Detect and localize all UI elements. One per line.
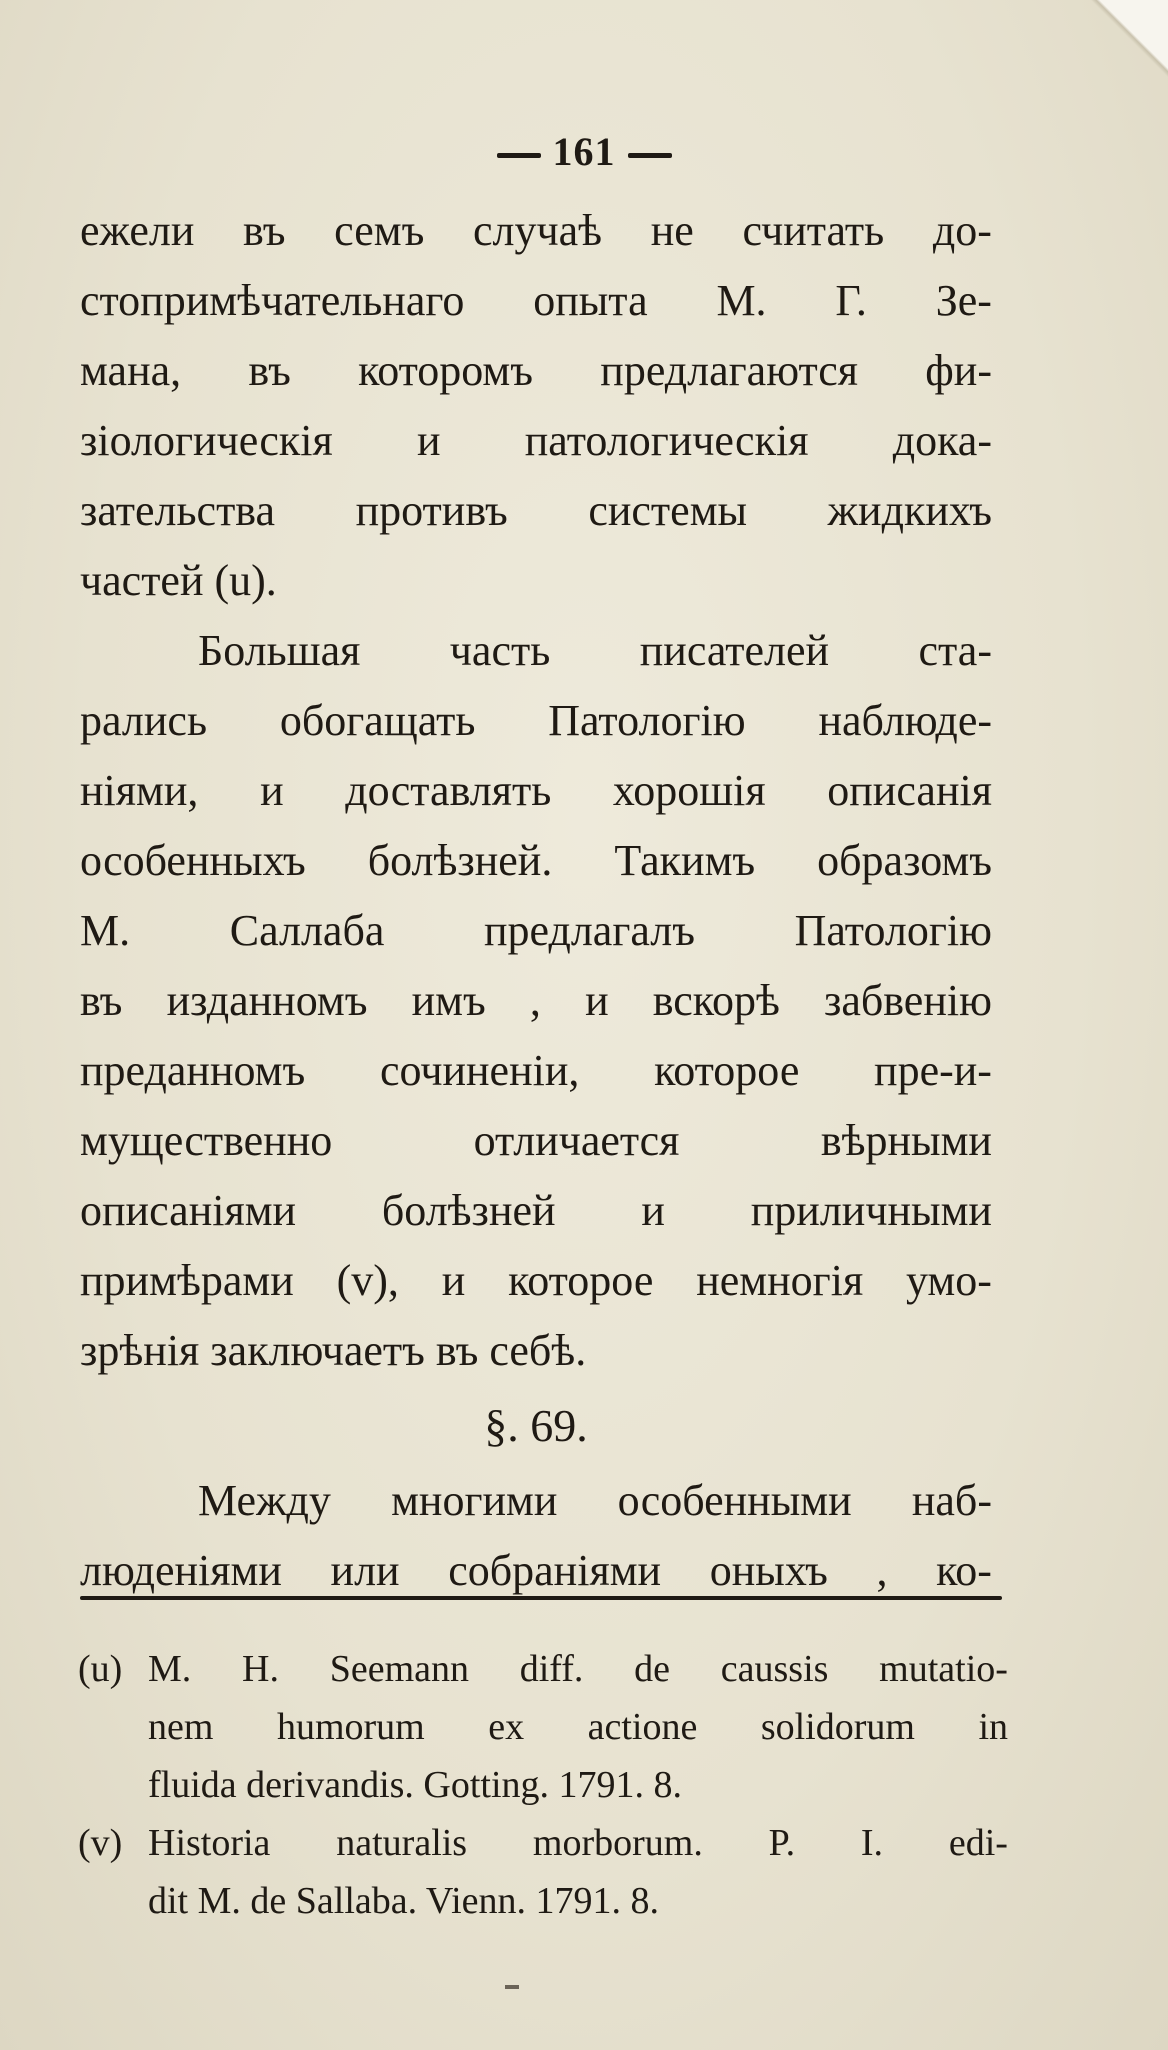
page-number [0,128,1168,175]
word: мана, [80,346,182,395]
word: въ [248,346,291,395]
word: M. [148,1648,192,1690]
word: отличается [473,1116,680,1165]
word: которомъ [358,346,534,395]
word: писателей [639,626,830,675]
word: зіологическія [80,416,333,465]
word: умо- [906,1256,992,1305]
text-line [80,1246,992,1316]
word: приличными [750,1186,992,1235]
word: М. [716,276,767,325]
word: особенными [617,1476,852,1525]
footnotes [78,1640,1008,1930]
word: Такимъ [614,836,756,885]
word: mutatio- [879,1648,1008,1690]
word: не [650,206,694,255]
word: вѣрными [820,1116,992,1165]
word: болѣзней [381,1186,556,1235]
word: изданномъ [166,976,368,1025]
page-number-value: 161 [552,129,616,174]
word: пре-и- [874,1046,992,1095]
word: предлагаются [600,346,859,395]
word: въ [80,976,123,1025]
word: наблюде- [818,696,992,745]
word: solidorum [760,1706,915,1748]
page-number-dash-left [497,153,541,158]
footnote-line [148,1698,1008,1756]
word: стопримѣчательнаго [80,276,465,325]
word: противъ [355,486,508,535]
word: Между [198,1476,331,1525]
text-line: зрѣнія заключаетъ въ себѣ. [80,1326,587,1375]
word: ста- [918,626,992,675]
text-line [80,896,992,966]
word: которое [654,1046,800,1095]
section-heading: §. 69. [484,1400,588,1451]
word: описаніями [80,1186,297,1235]
word: , [529,976,541,1025]
word: (v), [336,1256,399,1305]
word: случаѣ [473,206,603,255]
word: мущественно [80,1116,333,1165]
text-line: частей (u). [80,556,277,605]
word: humorum [276,1706,425,1748]
text-line [80,336,992,406]
word: собраніями [448,1546,662,1595]
word: Seemann [329,1648,470,1690]
word: Саллаба [229,906,385,955]
word: забвенію [823,976,992,1025]
footnote-separator-rule [80,1596,1002,1600]
main-text [80,196,992,1606]
text-line [80,1176,992,1246]
word: , [876,1546,888,1595]
word: жидкихъ [827,486,992,535]
word: nem [148,1706,214,1748]
word: Historia [148,1822,271,1864]
text-line [80,826,992,896]
footnote-line: fluida derivandis. Gotting. 1791. 8. [148,1764,683,1806]
word: и [585,976,609,1025]
word: рались [80,696,208,745]
word: образомъ [817,836,992,885]
word: и [641,1186,665,1235]
footnote-line [148,1814,1008,1872]
word: особенныхъ [80,836,306,885]
word: ежели [80,206,195,255]
word: Большая [198,626,361,675]
footnote-mark: (v) [78,1822,123,1864]
word: многими [391,1476,558,1525]
word: ко- [936,1546,992,1595]
word: actione [587,1706,698,1748]
word: вскорѣ [652,976,780,1025]
word: Патологію [794,906,992,955]
word: оныхъ [709,1546,828,1595]
word: сочиненіи, [379,1046,580,1095]
word: считать [742,206,885,255]
word: преданномъ [80,1046,306,1095]
word: morborum. [532,1822,703,1864]
word: P. [768,1822,796,1864]
text-line [80,196,992,266]
text-line [80,1106,992,1176]
text-line [80,1466,992,1536]
word: Зе- [935,276,992,325]
text-line [80,406,992,476]
word: и [416,416,441,465]
word: до- [932,206,992,255]
text-line [80,1036,992,1106]
footnote-mark: (u) [78,1648,123,1690]
word: болѣзней. [367,836,553,885]
word: ex [488,1706,525,1748]
footnote-v [78,1814,1008,1930]
word: системы [588,486,748,535]
ink-speck [505,1985,519,1989]
word: diff. [519,1648,584,1690]
word: I. [860,1822,884,1864]
text-line [80,616,992,686]
word: edi- [948,1822,1008,1864]
text-line [80,966,992,1036]
word: хорошія [612,766,766,815]
word: патологическія [524,416,809,465]
word: in [978,1706,1008,1748]
folded-corner [1078,0,1168,90]
word: Патологію [548,696,746,745]
word: или [330,1546,400,1595]
word: обогащать [279,696,476,745]
word: naturalis [336,1822,468,1864]
text-line [80,476,992,546]
word: de [634,1648,671,1690]
word: наб- [911,1476,992,1525]
word: доставлять [345,766,552,815]
word: люденіями [80,1546,282,1595]
word: H. [242,1648,279,1690]
word: семъ [334,206,425,255]
word: caussis [720,1648,829,1690]
footnote-line: dit M. de Sallaba. Vienn. 1791. 8. [148,1880,660,1922]
word: которое [508,1256,654,1305]
word: М. [80,906,131,955]
footnote-line [148,1640,1008,1698]
text-line [80,756,992,826]
word: въ [243,206,286,255]
word: примѣрами [80,1256,294,1305]
footnote-text [148,1640,1008,1814]
word: зательства [80,486,276,535]
word: Г. [835,276,867,325]
word: часть [449,626,551,675]
word: фи- [925,346,992,395]
word: опыта [533,276,648,325]
word: немногія [696,1256,864,1305]
page-number-dash-right [628,153,672,158]
footnote-text [148,1814,1008,1930]
text-line [80,266,992,336]
word: описанія [827,766,992,815]
word: и [260,766,284,815]
word: ніями, [80,766,199,815]
word: дока- [892,416,992,465]
word: предлагалъ [483,906,696,955]
text-line [80,686,992,756]
word: имъ [411,976,486,1025]
word: и [441,1256,466,1305]
footnote-u [78,1640,1008,1814]
